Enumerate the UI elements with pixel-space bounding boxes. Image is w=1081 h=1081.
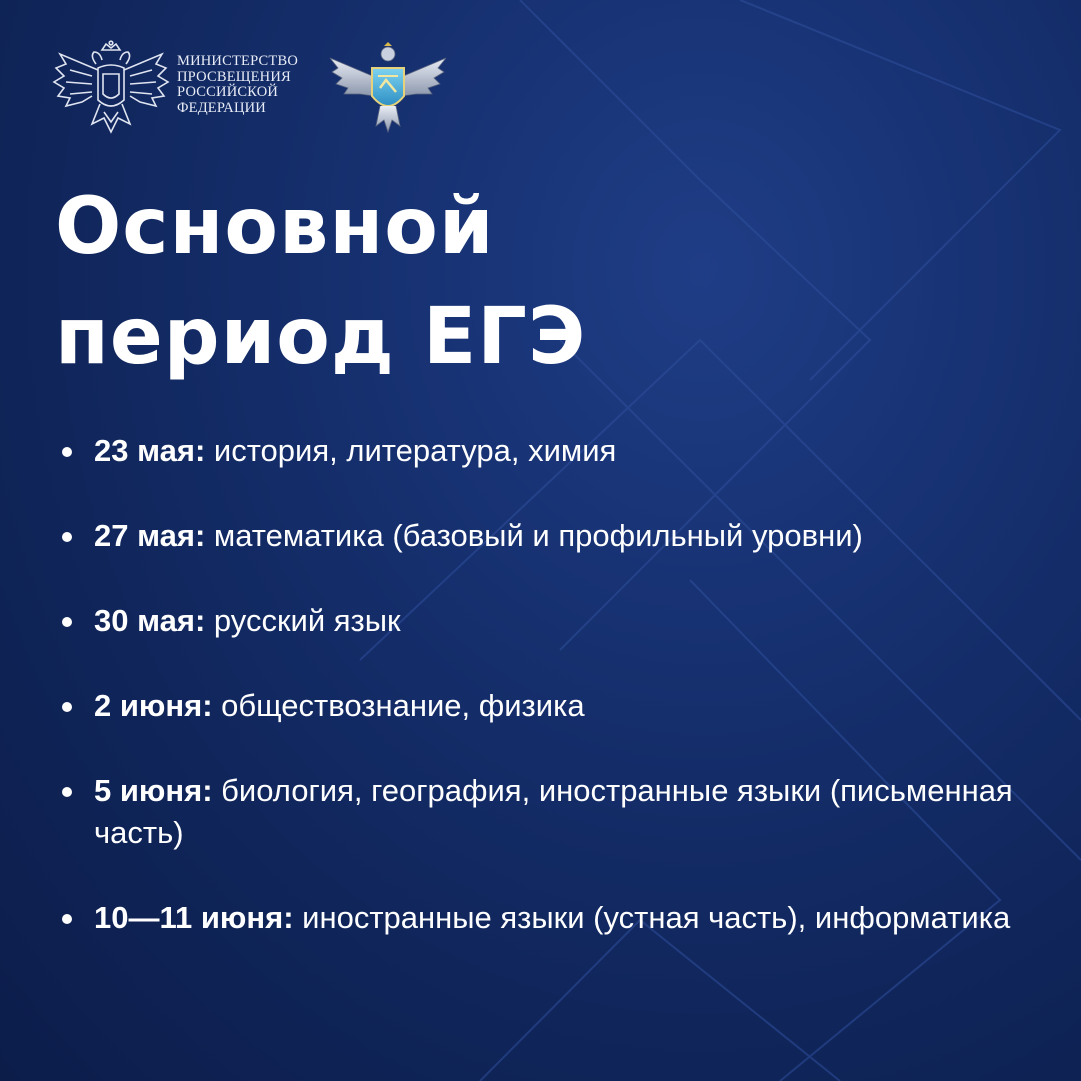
bullet-icon	[62, 787, 72, 797]
page-title	[55, 172, 586, 392]
schedule-subjects: иностранные языки (устная часть), информатика	[293, 900, 1011, 935]
ministry-name	[177, 54, 298, 116]
schedule-date: 30 мая:	[94, 603, 206, 638]
bullet-icon	[62, 702, 72, 712]
header	[52, 40, 472, 140]
schedule-subjects: биология, география, иностранные языки (письменная часть)	[94, 773, 1013, 850]
schedule-subjects: математика (базовый и профильный уровни)	[205, 518, 863, 553]
title-line-1: Основной	[55, 182, 495, 272]
schedule-subjects: обществознание, физика	[212, 688, 585, 723]
bullet-icon	[62, 532, 72, 542]
schedule-item	[62, 515, 863, 557]
schedule-date: 27 мая:	[94, 518, 206, 553]
schedule-date: 23 мая:	[94, 433, 206, 468]
schedule-subjects: история, литература, химия	[205, 433, 617, 468]
ministry-line: ФЕДЕРАЦИИ	[177, 99, 266, 116]
bullet-icon	[62, 447, 72, 457]
winged-shield-emblem-icon	[328, 40, 448, 135]
ministry-line: ПРОСВЕЩЕНИЯ	[177, 68, 291, 85]
schedule-item	[62, 600, 401, 642]
schedule-item	[62, 897, 1010, 939]
schedule-date: 10—11 июня:	[94, 900, 294, 935]
schedule-date: 5 июня:	[94, 773, 213, 808]
ministry-line: МИНИСТЕРСТВО	[177, 53, 299, 69]
russian-eagle-emblem-icon	[52, 40, 170, 140]
schedule-date: 2 июня:	[94, 688, 213, 723]
schedule-item	[62, 430, 616, 472]
ministry-line: РОССИЙСКОЙ	[177, 84, 279, 100]
schedule-item	[62, 770, 1052, 854]
schedule-subjects: русский язык	[205, 603, 401, 638]
schedule-item	[62, 685, 585, 727]
bullet-icon	[62, 914, 72, 924]
bullet-icon	[62, 617, 72, 627]
title-line-2: период ЕГЭ	[55, 292, 587, 382]
